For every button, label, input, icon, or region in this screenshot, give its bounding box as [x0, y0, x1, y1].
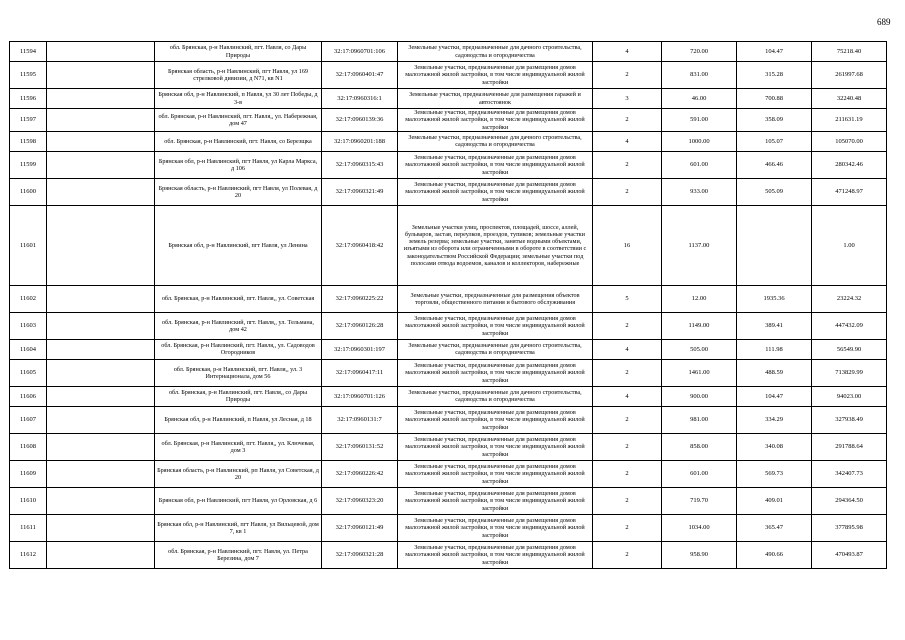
table-row	[10, 359, 887, 386]
area-cell: 601.00	[662, 151, 737, 178]
cadastral-value-cell: 105070.00	[812, 131, 887, 151]
row-number-cell: 11605	[10, 359, 47, 386]
area-cell: 858.00	[662, 433, 737, 460]
area-cell: 591.00	[662, 109, 737, 132]
category-code-cell: 4	[593, 42, 662, 62]
cadastral-value-cell: 32240.48	[812, 89, 887, 109]
blank-cell	[47, 460, 155, 487]
specific-value-cell: 334.29	[737, 406, 812, 433]
cadastral-value-table	[9, 41, 887, 569]
address-cell: обл. Брянская, р-н Навлинский, пгт. Навля,, ул. 3 Интернационала, дом 56	[155, 359, 322, 386]
category-code-cell: 2	[593, 178, 662, 205]
table-row	[10, 205, 887, 285]
address-cell: Брянская область, р-н Навлинский, рп Навля, ул Советская, д 20	[155, 460, 322, 487]
area-cell: 1149.00	[662, 312, 737, 339]
land-category-cell: Земельные участки, предназначенные для размещения домов малоэтажной жилой застройки, в том числе индивидуальной жилой застройки	[398, 109, 593, 132]
cadastral-value-cell: 261997.68	[812, 62, 887, 89]
area-cell: 933.00	[662, 178, 737, 205]
row-number-cell: 11611	[10, 514, 47, 541]
area-cell: 601.00	[662, 460, 737, 487]
blank-cell	[47, 406, 155, 433]
blank-cell	[47, 487, 155, 514]
area-cell: 505.00	[662, 339, 737, 359]
table-row	[10, 433, 887, 460]
page-number: 689	[877, 17, 891, 27]
blank-cell	[47, 131, 155, 151]
specific-value-cell: 358.09	[737, 109, 812, 132]
row-number-cell: 11610	[10, 487, 47, 514]
specific-value-cell: 389.41	[737, 312, 812, 339]
specific-value-cell: 409.01	[737, 487, 812, 514]
blank-cell	[47, 433, 155, 460]
cadastral-value-cell: 211631.19	[812, 109, 887, 132]
blank-cell	[47, 541, 155, 568]
address-cell: обл. Брянская, р-н Навлинский, пгт. Навля,, ул. Ключевая, дом 3	[155, 433, 322, 460]
area-cell: 719.70	[662, 487, 737, 514]
blank-cell	[47, 178, 155, 205]
cadastral-number-cell: 32:17:0960323:20	[322, 487, 398, 514]
specific-value-cell: 466.46	[737, 151, 812, 178]
specific-value-cell: 700.88	[737, 89, 812, 109]
blank-cell	[47, 109, 155, 132]
cadastral-value-cell: 291788.64	[812, 433, 887, 460]
row-number-cell: 11608	[10, 433, 47, 460]
table-row	[10, 460, 887, 487]
cadastral-number-cell: 32:17:0960301:197	[322, 339, 398, 359]
area-cell: 720.00	[662, 42, 737, 62]
table-row	[10, 89, 887, 109]
specific-value-cell: 488.59	[737, 359, 812, 386]
land-category-cell: Земельные участки, предназначенные для дачного строительства, садоводства и огородничества	[398, 131, 593, 151]
address-cell: Брянская обл, р-н Навлинский, пгт Навля, ул Вильцевой, дом 7, кв 1	[155, 514, 322, 541]
land-category-cell: Земельные участки, предназначенные для размещения домов малоэтажной жилой застройки, в том числе индивидуальной жилой застройки	[398, 151, 593, 178]
specific-value-cell: 315.28	[737, 62, 812, 89]
row-number-cell: 11602	[10, 285, 47, 312]
blank-cell	[47, 62, 155, 89]
cadastral-value-cell: 447432.09	[812, 312, 887, 339]
address-cell: Брянская обл, р-н Навлинский, п Навля, ул 30 лет Победы, д 3-в	[155, 89, 322, 109]
category-code-cell: 4	[593, 131, 662, 151]
address-cell: обл. Брянская, р-н Навлинский, пгт. Навля,, ул. Советская	[155, 285, 322, 312]
table-row	[10, 541, 887, 568]
area-cell: 831.00	[662, 62, 737, 89]
address-cell: Брянская обл, р-н Навлинский, пгт Навля, ул Карла Маркса, д 106	[155, 151, 322, 178]
land-category-cell: Земельные участки, предназначенные для дачного строительства, садоводства и огородничества	[398, 42, 593, 62]
specific-value-cell: 104.47	[737, 42, 812, 62]
category-code-cell: 5	[593, 285, 662, 312]
area-cell: 1461.00	[662, 359, 737, 386]
table-row	[10, 514, 887, 541]
category-code-cell: 2	[593, 514, 662, 541]
blank-cell	[47, 312, 155, 339]
blank-cell	[47, 42, 155, 62]
specific-value-cell	[737, 205, 812, 285]
cadastral-value-cell: 56549.90	[812, 339, 887, 359]
land-category-cell: Земельные участки, предназначенные для дачного строительства, садоводства и огородничества	[398, 386, 593, 406]
category-code-cell: 2	[593, 460, 662, 487]
cadastral-value-cell: 377895.98	[812, 514, 887, 541]
specific-value-cell: 1935.36	[737, 285, 812, 312]
table-row	[10, 487, 887, 514]
address-cell: обл. Брянская, р-н Навлинский, пгт. Навля, со Дары Природы	[155, 42, 322, 62]
land-category-cell: Земельные участки, предназначенные для размещения домов малоэтажной жилой застройки, в том числе индивидуальной жилой застройки	[398, 541, 593, 568]
category-code-cell: 2	[593, 312, 662, 339]
table-body	[10, 42, 887, 569]
row-number-cell: 11606	[10, 386, 47, 406]
land-category-cell: Земельные участки, предназначенные для размещения домов малоэтажной жилой застройки, в том числе индивидуальной жилой застройки	[398, 178, 593, 205]
area-cell: 1000.00	[662, 131, 737, 151]
address-cell: обл. Брянская, р-н Навлинский, пгт. Навля,, со Дары Природы	[155, 386, 322, 406]
area-cell: 46.00	[662, 89, 737, 109]
table-row	[10, 285, 887, 312]
address-cell: обл. Брянская, р-н Навлинский, пгт. Навля,, ул. Набережная, дом 47	[155, 109, 322, 132]
cadastral-value-cell: 327938.49	[812, 406, 887, 433]
cadastral-value-cell: 471248.97	[812, 178, 887, 205]
cadastral-number-cell: 32:17:0960321:28	[322, 541, 398, 568]
specific-value-cell: 569.73	[737, 460, 812, 487]
table-row	[10, 109, 887, 132]
address-cell: Брянская обл, р-н Навлинский, пгт Навля, ул Ленина	[155, 205, 322, 285]
address-cell: обл. Брянская, р-н Навлинский, пгт. Навля,, ул. Садоводов Огородников	[155, 339, 322, 359]
table-row	[10, 42, 887, 62]
category-code-cell: 2	[593, 109, 662, 132]
category-code-cell: 4	[593, 339, 662, 359]
cadastral-value-cell: 94023.00	[812, 386, 887, 406]
cadastral-number-cell: 32:17:0960701:106	[322, 42, 398, 62]
row-number-cell: 11612	[10, 541, 47, 568]
specific-value-cell: 365.47	[737, 514, 812, 541]
row-number-cell: 11599	[10, 151, 47, 178]
category-code-cell: 2	[593, 406, 662, 433]
land-category-cell: Земельные участки, предназначенные для размещения домов малоэтажной жилой застройки, в том числе индивидуальной жилой застройки	[398, 62, 593, 89]
area-cell: 958.90	[662, 541, 737, 568]
area-cell: 900.00	[662, 386, 737, 406]
blank-cell	[47, 339, 155, 359]
cadastral-value-cell: 294364.50	[812, 487, 887, 514]
cadastral-value-cell: 1.00	[812, 205, 887, 285]
table-row	[10, 386, 887, 406]
row-number-cell: 11603	[10, 312, 47, 339]
land-category-cell: Земельные участки улиц, проспектов, площадей, шоссе, аллей, бульваров, застав, переулков, проездов, тупиков; земельные участки земель резерва; земельные участки, занятые водными объектами, изъятыми из оборота или ограниченными в обороте в соответствии с законодательством Российской Федерации; земельные участки под полосами отвода водоемов, каналов и коллекторов, набережные	[398, 205, 593, 285]
area-cell: 1137.00	[662, 205, 737, 285]
land-category-cell: Земельные участки, предназначенные для размещения домов малоэтажной жилой застройки, в том числе индивидуальной жилой застройки	[398, 359, 593, 386]
cadastral-value-cell: 342407.73	[812, 460, 887, 487]
row-number-cell: 11596	[10, 89, 47, 109]
specific-value-cell: 340.08	[737, 433, 812, 460]
cadastral-value-cell: 470493.87	[812, 541, 887, 568]
cadastral-number-cell: 32:17:0960401:47	[322, 62, 398, 89]
category-code-cell: 2	[593, 541, 662, 568]
row-number-cell: 11597	[10, 109, 47, 132]
table-row	[10, 339, 887, 359]
row-number-cell: 11609	[10, 460, 47, 487]
address-cell: Брянская область, р-н Навлинский, пгт Навля, ул Полевая, д 20	[155, 178, 322, 205]
blank-cell	[47, 89, 155, 109]
cadastral-number-cell: 32:17:0960131:52	[322, 433, 398, 460]
specific-value-cell: 104.47	[737, 386, 812, 406]
row-number-cell: 11604	[10, 339, 47, 359]
table-row	[10, 62, 887, 89]
address-cell: Брянская область, р-н Навлинский, пгт Навля, ул 169 стрелковой дивизии, д N71, кв N1	[155, 62, 322, 89]
area-cell: 1034.00	[662, 514, 737, 541]
cadastral-number-cell: 32:17:0960316:1	[322, 89, 398, 109]
address-cell: обл. Брянская, р-н Навлинский, пгт. Навля, ул. Петра Березина, дом 7	[155, 541, 322, 568]
address-cell: Брянская обл, р-н Навлинский, п Навля, ул Лесная, д 18	[155, 406, 322, 433]
address-cell: обл. Брянская, р-н Навлинский, пгт. Навля,, ул. Тельмана, дом 42	[155, 312, 322, 339]
blank-cell	[47, 151, 155, 178]
category-code-cell: 2	[593, 359, 662, 386]
cadastral-number-cell: 32:17:0960139:36	[322, 109, 398, 132]
category-code-cell: 3	[593, 89, 662, 109]
land-category-cell: Земельные участки, предназначенные для дачного строительства, садоводства и огородничества	[398, 339, 593, 359]
table-row	[10, 312, 887, 339]
category-code-cell: 16	[593, 205, 662, 285]
cadastral-number-cell: 32:17:0960417:11	[322, 359, 398, 386]
land-category-cell: Земельные участки, предназначенные для размещения объектов торговли, общественного питания и бытового обслуживания	[398, 285, 593, 312]
area-cell: 981.00	[662, 406, 737, 433]
address-cell: обл. Брянская, р-н Навлинский, пгт. Навля, со Березщка	[155, 131, 322, 151]
category-code-cell: 2	[593, 487, 662, 514]
cadastral-number-cell: 32:17:0960701:126	[322, 386, 398, 406]
cadastral-number-cell: 32:17:0960121:49	[322, 514, 398, 541]
land-category-cell: Земельные участки, предназначенные для размещения домов малоэтажной жилой застройки, в том числе индивидуальной жилой застройки	[398, 406, 593, 433]
row-number-cell: 11601	[10, 205, 47, 285]
cadastral-number-cell: 32:17:0960131:7	[322, 406, 398, 433]
category-code-cell: 2	[593, 151, 662, 178]
land-category-cell: Земельные участки, предназначенные для размещения домов малоэтажной жилой застройки, в том числе индивидуальной жилой застройки	[398, 312, 593, 339]
cadastral-number-cell: 32:17:0960321:49	[322, 178, 398, 205]
blank-cell	[47, 514, 155, 541]
category-code-cell: 4	[593, 386, 662, 406]
category-code-cell: 2	[593, 62, 662, 89]
specific-value-cell: 105.07	[737, 131, 812, 151]
area-cell: 12.00	[662, 285, 737, 312]
cadastral-value-cell: 280342.46	[812, 151, 887, 178]
land-category-cell: Земельные участки, предназначенные для размещения гаражей и автостоянок	[398, 89, 593, 109]
table-row	[10, 406, 887, 433]
land-category-cell: Земельные участки, предназначенные для размещения домов малоэтажной жилой застройки, в том числе индивидуальной жилой застройки	[398, 433, 593, 460]
cadastral-value-cell: 23224.32	[812, 285, 887, 312]
land-category-cell: Земельные участки, предназначенные для размещения домов малоэтажной жилой застройки, в том числе индивидуальной жилой застройки	[398, 487, 593, 514]
row-number-cell: 11600	[10, 178, 47, 205]
blank-cell	[47, 359, 155, 386]
cadastral-number-cell: 32:17:0960418:42	[322, 205, 398, 285]
cadastral-value-cell: 713829.99	[812, 359, 887, 386]
specific-value-cell: 111.98	[737, 339, 812, 359]
cadastral-number-cell: 32:17:0960201:188	[322, 131, 398, 151]
cadastral-number-cell: 32:17:0960226:42	[322, 460, 398, 487]
table-row	[10, 178, 887, 205]
cadastral-number-cell: 32:17:0960126:28	[322, 312, 398, 339]
blank-cell	[47, 205, 155, 285]
blank-cell	[47, 386, 155, 406]
blank-cell	[47, 285, 155, 312]
row-number-cell: 11594	[10, 42, 47, 62]
cadastral-number-cell: 32:17:0960225:22	[322, 285, 398, 312]
row-number-cell: 11595	[10, 62, 47, 89]
row-number-cell: 11598	[10, 131, 47, 151]
table-row	[10, 151, 887, 178]
row-number-cell: 11607	[10, 406, 47, 433]
category-code-cell: 2	[593, 433, 662, 460]
table-row	[10, 131, 887, 151]
specific-value-cell: 490.66	[737, 541, 812, 568]
land-category-cell: Земельные участки, предназначенные для размещения домов малоэтажной жилой застройки, в том числе индивидуальной жилой застройки	[398, 514, 593, 541]
land-category-cell: Земельные участки, предназначенные для размещения домов малоэтажной жилой застройки, в том числе индивидуальной жилой застройки	[398, 460, 593, 487]
specific-value-cell: 505.09	[737, 178, 812, 205]
cadastral-number-cell: 32:17:0960315:43	[322, 151, 398, 178]
address-cell: Брянская обл, р-н Навлинский, пгт Навля, ул Орловская, д 6	[155, 487, 322, 514]
cadastral-value-cell: 75218.40	[812, 42, 887, 62]
